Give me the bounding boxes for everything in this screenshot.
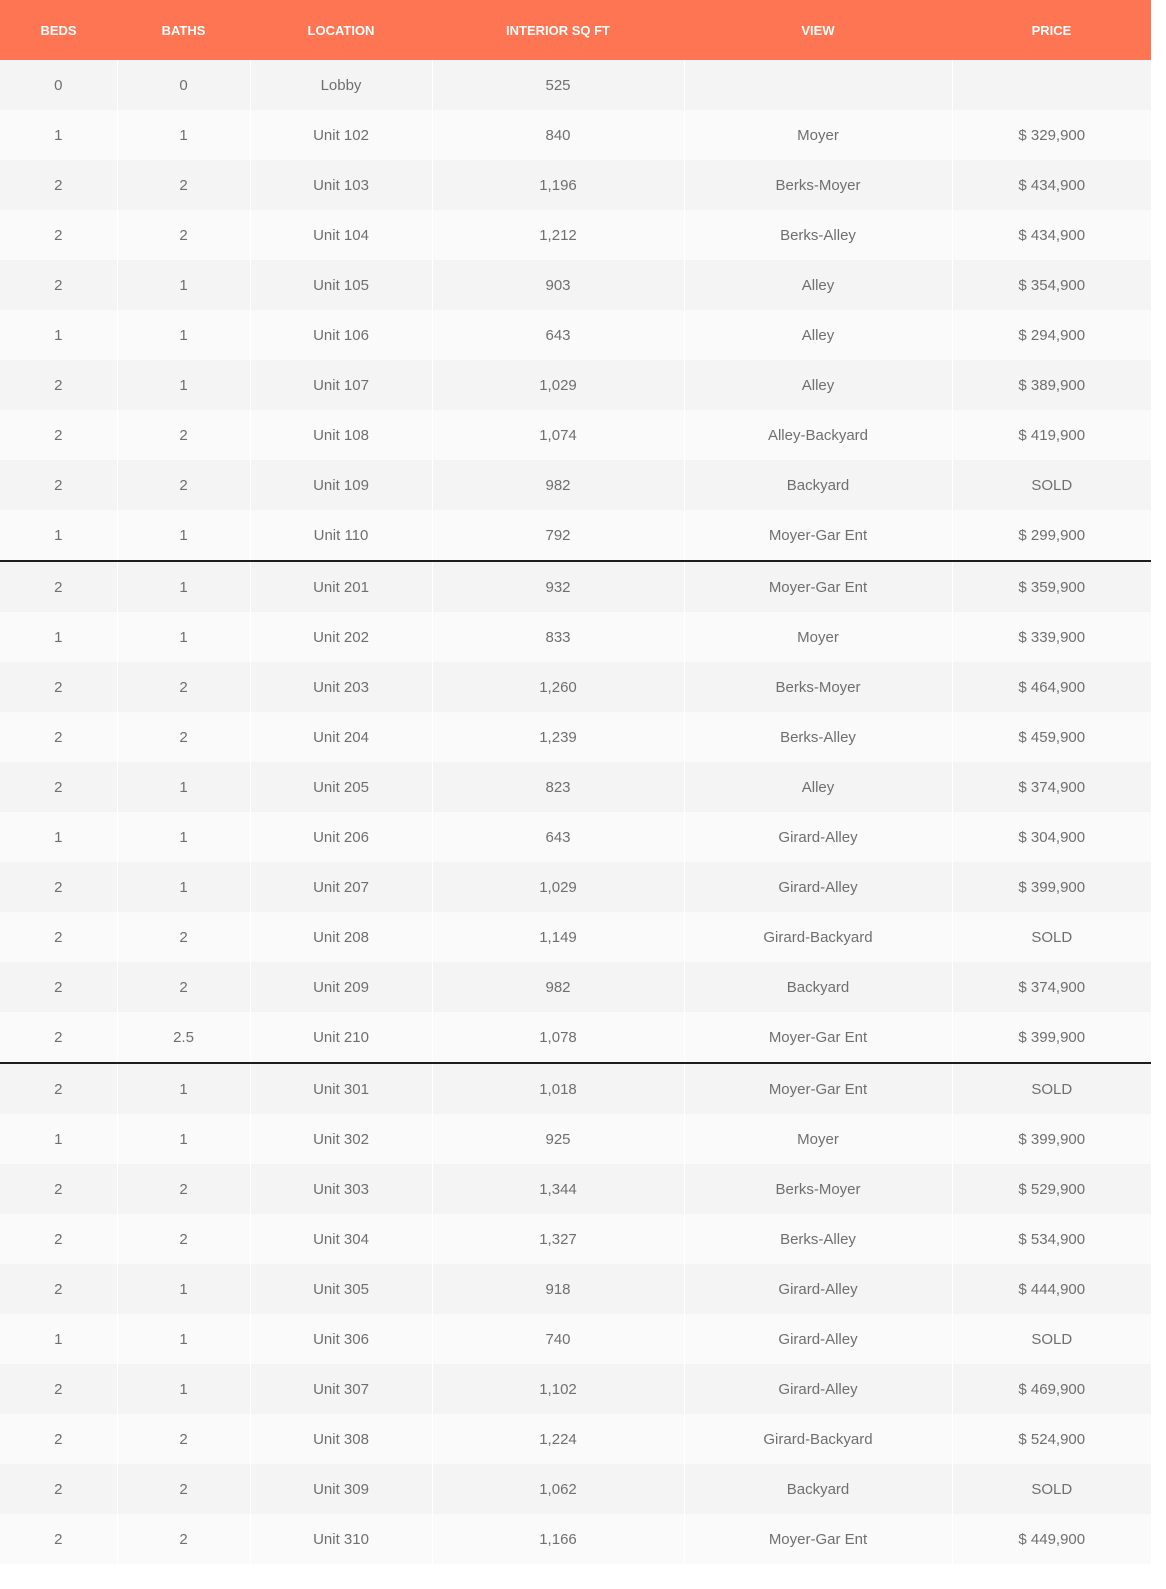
table-row bbox=[0, 1114, 1151, 1164]
cell-price: $ 399,900 bbox=[952, 1012, 1151, 1063]
cell-beds: 1 bbox=[0, 310, 117, 360]
cell-price: SOLD bbox=[952, 1314, 1151, 1364]
cell-baths: 1 bbox=[117, 360, 250, 410]
cell-baths: 1 bbox=[117, 561, 250, 612]
cell-beds: 0 bbox=[0, 60, 117, 110]
cell-location: Unit 310 bbox=[250, 1514, 432, 1564]
cell-baths: 2 bbox=[117, 712, 250, 762]
cell-view: Alley-Backyard bbox=[684, 410, 952, 460]
cell-view: Moyer bbox=[684, 1114, 952, 1164]
cell-beds: 2 bbox=[0, 561, 117, 612]
cell-location: Unit 309 bbox=[250, 1464, 432, 1514]
table-row bbox=[0, 662, 1151, 712]
cell-location: Unit 307 bbox=[250, 1364, 432, 1414]
cell-view: Girard-Alley bbox=[684, 812, 952, 862]
cell-view: Girard-Backyard bbox=[684, 912, 952, 962]
cell-view: Girard-Alley bbox=[684, 1314, 952, 1364]
cell-price: $ 524,900 bbox=[952, 1414, 1151, 1464]
cell-sqft: 823 bbox=[432, 762, 684, 812]
header-row bbox=[0, 0, 1151, 60]
cell-price: $ 389,900 bbox=[952, 360, 1151, 410]
cell-view: Girard-Alley bbox=[684, 1364, 952, 1414]
cell-view: Backyard bbox=[684, 962, 952, 1012]
cell-sqft: 903 bbox=[432, 260, 684, 310]
table-row bbox=[0, 1164, 1151, 1214]
cell-price: $ 434,900 bbox=[952, 210, 1151, 260]
cell-price: $ 399,900 bbox=[952, 862, 1151, 912]
cell-price: $ 434,900 bbox=[952, 160, 1151, 210]
cell-view: Moyer-Gar Ent bbox=[684, 561, 952, 612]
cell-location: Unit 201 bbox=[250, 561, 432, 612]
cell-price: SOLD bbox=[952, 912, 1151, 962]
cell-baths: 1 bbox=[117, 1364, 250, 1414]
cell-beds: 2 bbox=[0, 1414, 117, 1464]
cell-beds: 2 bbox=[0, 1214, 117, 1264]
cell-beds: 2 bbox=[0, 410, 117, 460]
cell-location: Unit 302 bbox=[250, 1114, 432, 1164]
cell-price: $ 329,900 bbox=[952, 110, 1151, 160]
table-row bbox=[0, 962, 1151, 1012]
cell-baths: 2.5 bbox=[117, 1012, 250, 1063]
header-view: VIEW bbox=[684, 0, 952, 60]
table-row bbox=[0, 1264, 1151, 1314]
cell-beds: 2 bbox=[0, 962, 117, 1012]
cell-location: Unit 209 bbox=[250, 962, 432, 1012]
cell-price: $ 399,900 bbox=[952, 1114, 1151, 1164]
cell-sqft: 1,196 bbox=[432, 160, 684, 210]
cell-price: $ 469,900 bbox=[952, 1364, 1151, 1414]
header-price: PRICE bbox=[952, 0, 1151, 60]
cell-location: Unit 207 bbox=[250, 862, 432, 912]
cell-beds: 1 bbox=[0, 110, 117, 160]
cell-price: SOLD bbox=[952, 1464, 1151, 1514]
cell-sqft: 1,078 bbox=[432, 1012, 684, 1063]
cell-beds: 2 bbox=[0, 1264, 117, 1314]
cell-sqft: 1,327 bbox=[432, 1214, 684, 1264]
cell-beds: 1 bbox=[0, 612, 117, 662]
cell-view: Berks-Alley bbox=[684, 712, 952, 762]
cell-baths: 1 bbox=[117, 612, 250, 662]
cell-location: Unit 208 bbox=[250, 912, 432, 962]
cell-location: Unit 105 bbox=[250, 260, 432, 310]
cell-beds: 2 bbox=[0, 360, 117, 410]
cell-baths: 2 bbox=[117, 460, 250, 510]
cell-price: $ 444,900 bbox=[952, 1264, 1151, 1314]
cell-view: Alley bbox=[684, 762, 952, 812]
cell-price: $ 359,900 bbox=[952, 561, 1151, 612]
cell-price: $ 294,900 bbox=[952, 310, 1151, 360]
cell-baths: 1 bbox=[117, 310, 250, 360]
cell-baths: 2 bbox=[117, 210, 250, 260]
cell-baths: 1 bbox=[117, 862, 250, 912]
cell-beds: 1 bbox=[0, 510, 117, 561]
cell-baths: 0 bbox=[117, 60, 250, 110]
cell-beds: 2 bbox=[0, 260, 117, 310]
cell-view: Berks-Alley bbox=[684, 210, 952, 260]
cell-sqft: 643 bbox=[432, 812, 684, 862]
table-row bbox=[0, 1063, 1151, 1114]
cell-beds: 2 bbox=[0, 862, 117, 912]
cell-view: Berks-Moyer bbox=[684, 662, 952, 712]
cell-price: $ 374,900 bbox=[952, 962, 1151, 1012]
cell-price: $ 459,900 bbox=[952, 712, 1151, 762]
cell-baths: 2 bbox=[117, 1514, 250, 1564]
table-row bbox=[0, 812, 1151, 862]
cell-baths: 2 bbox=[117, 1214, 250, 1264]
cell-beds: 2 bbox=[0, 160, 117, 210]
cell-location: Lobby bbox=[250, 60, 432, 110]
cell-view: Berks-Alley bbox=[684, 1214, 952, 1264]
cell-view: Alley bbox=[684, 360, 952, 410]
cell-sqft: 1,166 bbox=[432, 1514, 684, 1564]
cell-price: $ 419,900 bbox=[952, 410, 1151, 460]
cell-location: Unit 202 bbox=[250, 612, 432, 662]
table-row bbox=[0, 210, 1151, 260]
cell-view bbox=[684, 60, 952, 110]
cell-beds: 2 bbox=[0, 1364, 117, 1414]
table-row bbox=[0, 862, 1151, 912]
cell-beds: 2 bbox=[0, 912, 117, 962]
table-row bbox=[0, 360, 1151, 410]
cell-location: Unit 107 bbox=[250, 360, 432, 410]
cell-baths: 2 bbox=[117, 662, 250, 712]
cell-price: $ 449,900 bbox=[952, 1514, 1151, 1564]
cell-location: Unit 203 bbox=[250, 662, 432, 712]
cell-location: Unit 108 bbox=[250, 410, 432, 460]
header-location: LOCATION bbox=[250, 0, 432, 60]
cell-beds: 1 bbox=[0, 812, 117, 862]
cell-beds: 2 bbox=[0, 762, 117, 812]
cell-beds: 2 bbox=[0, 1464, 117, 1514]
cell-baths: 1 bbox=[117, 260, 250, 310]
cell-sqft: 918 bbox=[432, 1264, 684, 1314]
table-header bbox=[0, 0, 1151, 60]
cell-view: Girard-Backyard bbox=[684, 1414, 952, 1464]
table-row bbox=[0, 60, 1151, 110]
cell-view: Alley bbox=[684, 310, 952, 360]
cell-location: Unit 204 bbox=[250, 712, 432, 762]
cell-baths: 1 bbox=[117, 1314, 250, 1364]
cell-view: Moyer bbox=[684, 612, 952, 662]
cell-beds: 1 bbox=[0, 1114, 117, 1164]
cell-view: Berks-Moyer bbox=[684, 160, 952, 210]
cell-location: Unit 305 bbox=[250, 1264, 432, 1314]
cell-price: $ 529,900 bbox=[952, 1164, 1151, 1214]
cell-sqft: 1,029 bbox=[432, 862, 684, 912]
cell-price: $ 299,900 bbox=[952, 510, 1151, 561]
cell-beds: 2 bbox=[0, 210, 117, 260]
table-row bbox=[0, 561, 1151, 612]
cell-sqft: 982 bbox=[432, 460, 684, 510]
table-row bbox=[0, 1414, 1151, 1464]
table-row bbox=[0, 1314, 1151, 1364]
cell-view: Girard-Alley bbox=[684, 1264, 952, 1314]
table-row bbox=[0, 612, 1151, 662]
cell-location: Unit 304 bbox=[250, 1214, 432, 1264]
table-row bbox=[0, 1464, 1151, 1514]
cell-price bbox=[952, 60, 1151, 110]
cell-beds: 2 bbox=[0, 662, 117, 712]
table-row bbox=[0, 912, 1151, 962]
table-row bbox=[0, 762, 1151, 812]
table-row bbox=[0, 1514, 1151, 1564]
cell-sqft: 1,149 bbox=[432, 912, 684, 962]
cell-view: Backyard bbox=[684, 460, 952, 510]
cell-sqft: 840 bbox=[432, 110, 684, 160]
cell-baths: 1 bbox=[117, 510, 250, 561]
cell-beds: 2 bbox=[0, 1164, 117, 1214]
cell-price: $ 354,900 bbox=[952, 260, 1151, 310]
cell-price: $ 339,900 bbox=[952, 612, 1151, 662]
cell-sqft: 1,018 bbox=[432, 1063, 684, 1114]
cell-beds: 2 bbox=[0, 460, 117, 510]
table-row bbox=[0, 712, 1151, 762]
cell-sqft: 740 bbox=[432, 1314, 684, 1364]
header-interior-sq-ft: INTERIOR SQ FT bbox=[432, 0, 684, 60]
cell-baths: 2 bbox=[117, 962, 250, 1012]
cell-sqft: 643 bbox=[432, 310, 684, 360]
table-row bbox=[0, 1364, 1151, 1414]
cell-sqft: 1,062 bbox=[432, 1464, 684, 1514]
table-row bbox=[0, 510, 1151, 561]
cell-baths: 2 bbox=[117, 160, 250, 210]
cell-baths: 1 bbox=[117, 1114, 250, 1164]
cell-view: Moyer bbox=[684, 110, 952, 160]
cell-location: Unit 205 bbox=[250, 762, 432, 812]
cell-sqft: 1,029 bbox=[432, 360, 684, 410]
cell-price: SOLD bbox=[952, 460, 1151, 510]
cell-beds: 2 bbox=[0, 712, 117, 762]
cell-location: Unit 103 bbox=[250, 160, 432, 210]
cell-price: SOLD bbox=[952, 1063, 1151, 1114]
cell-location: Unit 109 bbox=[250, 460, 432, 510]
cell-location: Unit 110 bbox=[250, 510, 432, 561]
cell-beds: 2 bbox=[0, 1012, 117, 1063]
cell-sqft: 982 bbox=[432, 962, 684, 1012]
cell-beds: 1 bbox=[0, 1314, 117, 1364]
cell-baths: 2 bbox=[117, 1414, 250, 1464]
cell-sqft: 1,344 bbox=[432, 1164, 684, 1214]
cell-beds: 2 bbox=[0, 1063, 117, 1114]
cell-view: Alley bbox=[684, 260, 952, 310]
cell-baths: 2 bbox=[117, 410, 250, 460]
cell-baths: 1 bbox=[117, 812, 250, 862]
cell-baths: 2 bbox=[117, 1464, 250, 1514]
cell-baths: 1 bbox=[117, 1264, 250, 1314]
header-baths: BATHS bbox=[117, 0, 250, 60]
cell-location: Unit 210 bbox=[250, 1012, 432, 1063]
cell-sqft: 1,074 bbox=[432, 410, 684, 460]
cell-view: Moyer-Gar Ent bbox=[684, 1514, 952, 1564]
cell-location: Unit 308 bbox=[250, 1414, 432, 1464]
table-row bbox=[0, 260, 1151, 310]
table-row bbox=[0, 160, 1151, 210]
cell-location: Unit 206 bbox=[250, 812, 432, 862]
cell-sqft: 833 bbox=[432, 612, 684, 662]
cell-baths: 1 bbox=[117, 110, 250, 160]
table-row bbox=[0, 460, 1151, 510]
table-row bbox=[0, 1214, 1151, 1264]
cell-price: $ 534,900 bbox=[952, 1214, 1151, 1264]
table-row bbox=[0, 110, 1151, 160]
cell-view: Moyer-Gar Ent bbox=[684, 510, 952, 561]
cell-view: Girard-Alley bbox=[684, 862, 952, 912]
cell-price: $ 304,900 bbox=[952, 812, 1151, 862]
cell-location: Unit 104 bbox=[250, 210, 432, 260]
cell-sqft: 1,212 bbox=[432, 210, 684, 260]
cell-price: $ 374,900 bbox=[952, 762, 1151, 812]
cell-location: Unit 102 bbox=[250, 110, 432, 160]
cell-baths: 2 bbox=[117, 912, 250, 962]
table-body bbox=[0, 60, 1151, 1564]
cell-price: $ 464,900 bbox=[952, 662, 1151, 712]
cell-view: Backyard bbox=[684, 1464, 952, 1514]
cell-location: Unit 301 bbox=[250, 1063, 432, 1114]
table-row bbox=[0, 1012, 1151, 1063]
cell-location: Unit 303 bbox=[250, 1164, 432, 1214]
cell-sqft: 932 bbox=[432, 561, 684, 612]
cell-sqft: 925 bbox=[432, 1114, 684, 1164]
cell-beds: 2 bbox=[0, 1514, 117, 1564]
cell-view: Berks-Moyer bbox=[684, 1164, 952, 1214]
cell-baths: 2 bbox=[117, 1164, 250, 1214]
cell-baths: 1 bbox=[117, 1063, 250, 1114]
cell-view: Moyer-Gar Ent bbox=[684, 1063, 952, 1114]
cell-sqft: 525 bbox=[432, 60, 684, 110]
cell-location: Unit 306 bbox=[250, 1314, 432, 1364]
cell-sqft: 1,224 bbox=[432, 1414, 684, 1464]
table-row bbox=[0, 410, 1151, 460]
cell-sqft: 1,102 bbox=[432, 1364, 684, 1414]
cell-baths: 1 bbox=[117, 762, 250, 812]
cell-sqft: 1,260 bbox=[432, 662, 684, 712]
cell-sqft: 792 bbox=[432, 510, 684, 561]
table-row bbox=[0, 310, 1151, 360]
cell-location: Unit 106 bbox=[250, 310, 432, 360]
header-beds: BEDS bbox=[0, 0, 117, 60]
cell-view: Moyer-Gar Ent bbox=[684, 1012, 952, 1063]
cell-sqft: 1,239 bbox=[432, 712, 684, 762]
